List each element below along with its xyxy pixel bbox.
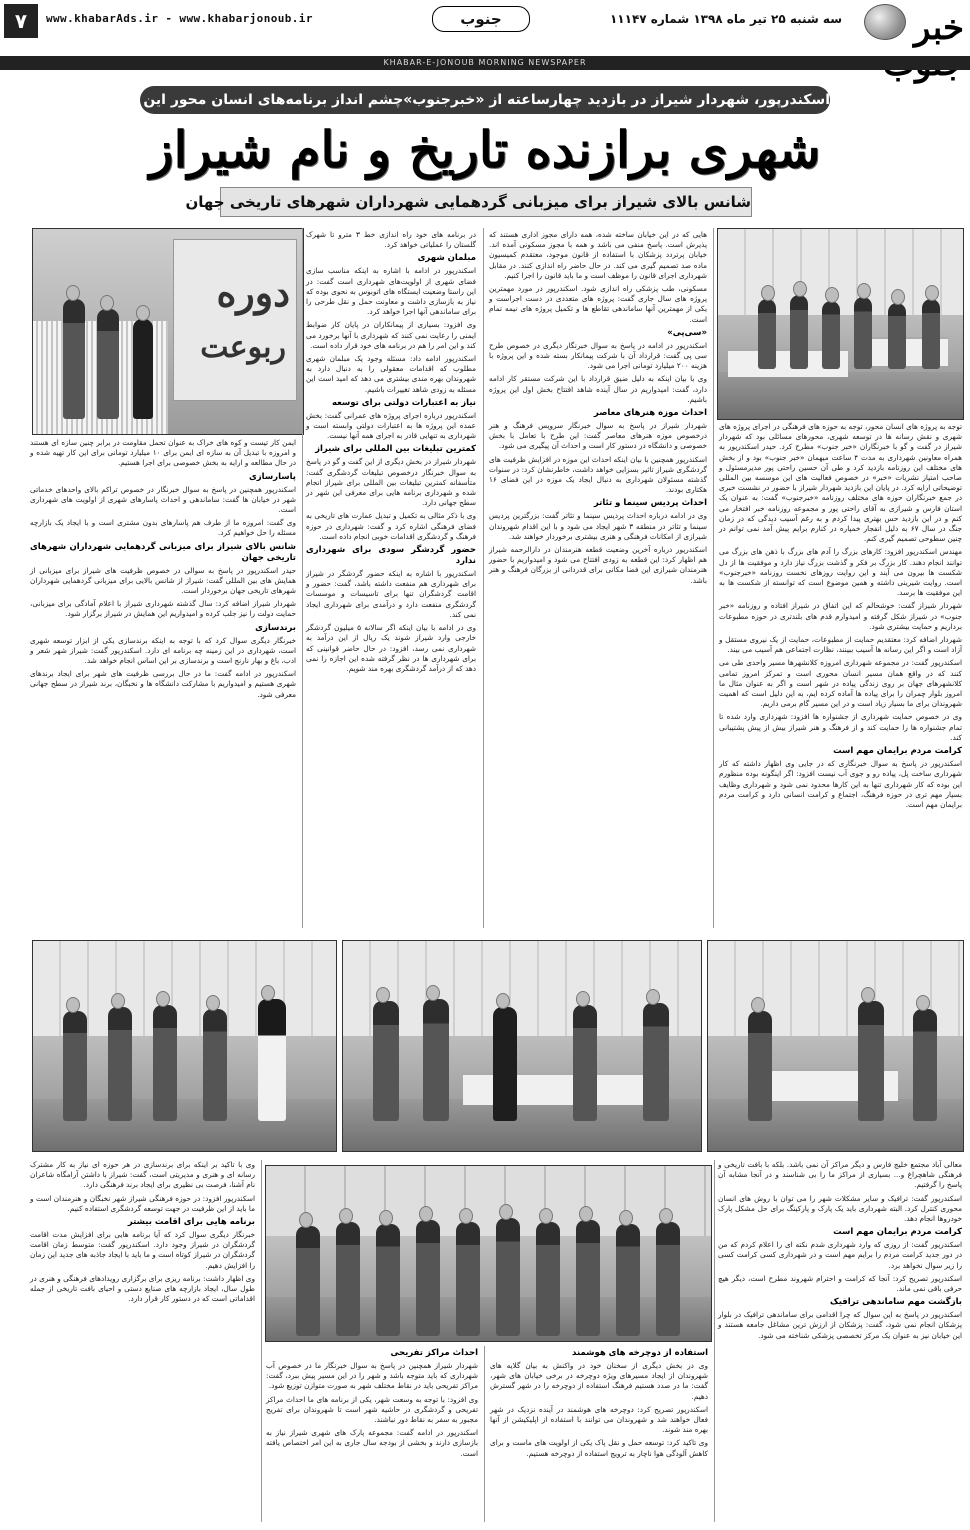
issue-date-line: سه شنبه ۲۵ تیر ماه ۱۳۹۸ شماره ۱۱۱۴۷ (609, 12, 842, 26)
photo-person (790, 295, 808, 369)
photo-wall (266, 1166, 711, 1236)
photo-person (858, 1001, 884, 1121)
photo-floor (266, 1297, 711, 1341)
photo-signage (32, 228, 304, 435)
article-column-1 (719, 422, 962, 932)
article-subheading: نیاز به اعتبارات دولتی برای توسعه (331, 397, 476, 408)
article-paragraph: وی افزود: با توجه به وسعت شهر، یکی از برنامه های ما احداث مراکز تفریحی و گردشگری در حاشیه شهر است تا شهروندان برای تفریح مجبور به سفر به نقاط دور نباشند. (266, 1394, 478, 1425)
wall-sign-lettering: ربوعت (200, 330, 286, 365)
article-paragraph: اسکندرپور تصریح کرد: آنجا که کرامت و احترام شهروند مطرح است، دیگر هیچ حرفی باقی نمی ماند. (718, 1273, 962, 1294)
photo-person (496, 1218, 520, 1336)
article-subheading: استفاده از دوچرخه های هوشمند (572, 1348, 708, 1358)
photo-person (888, 303, 906, 369)
article-subheading: احداث مراکز تفریحی (390, 1348, 478, 1358)
article-paragraph: مسکونی، طب پزشکی راه اندازی شود. اسکندرپور در مورد مهمترین پروژه های سال جاری گفت: پروژه های متعددی در دست اجراست و یکی از مهمترین آنها ساماندهی تقاطع ها و تکمیل پروژه های نیمه تمام است. (489, 284, 707, 324)
photo-person (133, 319, 153, 419)
photo-person (456, 1222, 480, 1336)
article-subheading: کرامت مردم برایمان مهم است (833, 1227, 962, 1238)
article-paragraph: اسکندرپور تصریح کرد: دوچرخه های هوشمند در آینده نزدیک در شهر فعال خواهند شد و شهروندان می توانند با استفاده از اپلیکیشن از آنها بهره مند شوند. (490, 1404, 708, 1435)
article-paragraph: معالی آباد مجتمع خلیج فارس و دیگر مراکز آن نمی باشد. بلکه با بافت تاریخی و فرهنگی شاهچراغ و... بسیاری از مراکز ما را بی شناسند و در آنجا مشابه آن پاسخ را گرفتیم. (718, 1160, 962, 1190)
masthead (0, 0, 970, 58)
article-column-2 (489, 230, 707, 930)
article-paragraph: ایمن کار تیست و کوه های خراک به عنوان تحمل مقاومت در برابر چنین سازه ای هستند و امروزه با تبدیل آن به سازه ای ایمن برای ۱۰ میلیارد تومانی برای این کار تهیه شده و در حال مطالعه و ارایه به بخش خصوصی برای اجرا هستیم. (30, 438, 296, 468)
article-paragraph: اسکندرپور گفت: از روزی که وارد شهرداری شدم نکته ای را اعلام کردم که من در دور جدید کرامت مردم را برایم مهم است و در شهرداری کسی کرامت کسی را زیر سوال نخواهد برد. (718, 1240, 962, 1270)
article-subheading: احداث پردیس سینما و تئاتر (593, 498, 707, 509)
article-paragraph: اسکندرپور همچنین در پاسخ به سوال خبرنگار در خصوص تراکم بالای واحدهای خدماتی شهر در خیابان ها گفت: ساماندهی و احداث پاسارهای شهری از اولویت های شهرداری است. (30, 484, 296, 515)
article-paragraph: وی در خصوص حمایت شهرداری از جشنواره ها افزود: شهرداری وارد شده تا تمام جشنواره ها را حمایت کند و از فرهنگ و هنر شیراز بیش از پیش پشتیبانی کند. (719, 712, 962, 742)
article-paragraph: خبرنگار دیگری سوال کرد که آیا برنامه هایی برای افزایش مدت اقامت گردشگران در شیراز وجود دارد. اسکندرپور گفت: متوسط زمان اقامت گردشگران در شیراز کوتاه است و ما باید با ایجاد جاذبه های جدید این زمان را افزایش دهیم. (30, 1230, 255, 1270)
section-name: جنوب (432, 6, 530, 32)
photo-person (423, 999, 449, 1121)
article-paragraph: اسکندرپور در ادامه در پاسخ به سوال خبرنگار دیگری در خصوص طرح سی پی گفت: قرارداد آن با شرکت پیمانکار بسته شده و این پروژه با هزینه ۲۰۰ میلیارد تومانی اجرا می شود. (489, 340, 707, 371)
logo-text: خبر (913, 8, 964, 48)
photo-person (643, 1003, 669, 1121)
article-subheading: حضور گردشگر سودی برای شهرداری ندارد (306, 545, 476, 567)
sub-headline: شانس بالای شیراز برای میزبانی گردهمایی شهرداران شهرهای تاریخی جهان (220, 187, 752, 217)
article-paragraph: وی با بیان اینکه به دلیل ضیق قرارداد با این شرکت مستقر کار ادامه دارد، گفت: امیدواریم در سال آینده شاهد افتتاح بخش اول این پروژه باشیم. (489, 374, 707, 404)
page-number: ۷ (4, 4, 38, 38)
photo-visit-3 (32, 940, 337, 1152)
article-paragraph: اسکندرپور درباره آخرین وضعیت قطعه هنرمندان در دارالرحمه شیراز هم اظهار کرد: این قطعه به زودی افتتاح می شود و امیدواریم با حضور هنرمندان شیرازی این فضا مکانی برای قدردانی از بزرگان فرهنگ و هنر باشد. (489, 545, 707, 585)
article-paragraph: وی گفت: امروزه ما از طرف هم پاسارهای بدون مشتری است و با ایجاد یک بازارچه مسئله را حل خواهیم کرد. (30, 518, 296, 538)
main-headline: شهری برازنده تاریخ و نام شیراز (149, 120, 821, 179)
column-rule (714, 1160, 715, 1522)
photo-person (573, 1005, 597, 1121)
article-subheading: کرامت مردم برایمان مهم است (833, 746, 962, 757)
article-paragraph: اسکندرپور گفت: در مجموعه شهرداری امروزه کلانشهرها مسیر واحدی طی می کنند که در واقع همان مسیر انسان محوری است و تمرکز امروز تمامی کلانشهرهای جهان بر روی زندگی پیاده در شهر است و اگر به عنوان مثال ما امروز بلوار چمران را برای پیاده ها آماده کرده ایم، به این دلیل است که اهمیت شهروندان برای ما بسیار زیاد است و در این مسیر گام برمی داریم. (719, 658, 962, 709)
photo-person (656, 1222, 680, 1336)
photo-person (854, 297, 872, 369)
article-column-6 (490, 1346, 708, 1524)
article-subheading: پاسارسازی (248, 471, 296, 482)
wall-sign (173, 239, 297, 401)
article-paragraph: وی اظهار داشت: برنامه ریزی برای برگزاری رویدادهای فرهنگی و هنری در طول سال، ایجاد بازارچه های صنایع دستی و احیای بافت تاریخی از جمله اقداماتی است که در دستور کار قرار دارد. (30, 1273, 255, 1304)
article-subheading: برندسازی (255, 622, 296, 633)
photo-person (922, 299, 940, 369)
article-paragraph: وی افزود: بسیاری از پیمانکاران در پایان کار ضوابط ایمنی را رعایت نمی کنند که شهرداری با آنها برخورد می کند و این امر را هم در برنامه های خود قرار داده است. (306, 320, 476, 350)
article-paragraph: اسکندرپور در ادامه گفت: مجموعه پارک های شهری شیراز نیاز به بازسازی دارند و بخشی از بودجه سال جاری به این امر اختصاص یافته است. (266, 1428, 478, 1458)
article-paragraph: اسکندرپور درباره اجرای پروژه های عمرانی گفت: بخش عمده این پروژه ها به اعتبارات دولتی وابسته است و شهرداری به تنهایی قادر به اجرای همه آنها نیست. (306, 410, 476, 441)
photo-person (203, 1009, 227, 1121)
photo-visit-1 (707, 940, 964, 1152)
photo-person (376, 1224, 400, 1336)
photo-office-visit (717, 228, 964, 420)
article-column-4 (30, 438, 296, 928)
photo-person (493, 1007, 517, 1121)
article-paragraph: اسکندرپور با اشاره به اینکه حضور گردشگر در شیراز برای شهرداری هم منفعت داشته باشد، گفت: حضور و اقامت گردشگران تنها برای تاسیسات و موسسات گردشگری منفعت دارد و درآمدی برای شهرداری ایجاد نمی کند. (306, 569, 476, 619)
article-paragraph: وی در ادامه درباره احداث پردیس سینما و تئاتر گفت: بزرگترین پردیس سینما و تئاتر در منطقه ۳ شهر ایجاد می شود و با این اقدام شهروندان شیرازی از امکانات فرهنگی و هنری بیشتری برخوردار خواهند شد. (489, 511, 707, 541)
photo-person (296, 1226, 320, 1336)
column-rule (483, 228, 484, 928)
article-paragraph: شهردار شیراز همچنین در پاسخ به سوال خبرنگار ما در خصوص آب شهرداری که باید متوجه باشد و شهر را در این مسیر پیش ببرد، گفت: مراکز تفریحی باید در نقاط مختلف شهر به صورت متوازن توزیع شود. (266, 1361, 478, 1391)
article-paragraph: توجه به پروژه های انسان محور، توجه به حوزه های فرهنگی در اجرای پروژه های شهری و نقش رسانه ها در توسعه شهری، محورهای مسائلی بود که شهردار شیراز در گفت و گو با خبرنگاران «خبر جنوب» مطرح کرد. حیدر اسکندرپور به همراه معاونین شهرداری به مدت ۴ ساعت میهمان «خبر جنوب» بود و از بخش های مختلف این روزنامه بازدید کرد و طی آن حسین راحتی پور مدیرمسئول و صاحب امتیاز نشریات «خبر» در خصوص فعالیت های این موسسه بین المللی توضیحاتی ارایه کرد. در پایان این بازدید شهردار شیراز با حضور در نشست خبری در جمع خبرنگاران حوزه های مختلف روزنامه «خبرجنوب» گفت: به عنوان یک استان فارس و شیرازی به آقای راحتی پور و مجموعه روزنامه خبر افتخار می کنم و در این بازدید حس بهتری پیدا کردم و به رغم آسیب دیدگی که در زمان جنگ در سال ۶۷ به دلیل انفجار خمپاره در کنارم برایم پیش آمد نمی توانم در چنین سطوحی تصمیم گیری کنم. (719, 422, 962, 544)
kicker-headline: اسکندرپور، شهردار شیراز در بازدید چهارساعته از «خبرجنوب»چشم انداز برنامه‌های انسان محور این شهر را تشریح کرد: (140, 86, 830, 114)
article-subheading: شانس بالای شیراز برای میزبانی گردهمایی شهرداران شهرهای تاریخی جهان (30, 541, 296, 563)
article-paragraph: اسکندرپور گفت: ترافیک و سایر مشکلات شهر را می توان با روش های انسان محوری کنترل کرد. البته شهرداری باید یک پارک و پارکینگ برای حل مشکل پارک خودروها انجام دهد. (718, 1193, 962, 1224)
article-column-5 (718, 1160, 962, 1524)
article-subheading: احداث موزه هنرهای معاصر (593, 408, 707, 419)
website-urls[interactable]: www.khabarAds.ir - www.khabarjonoub.ir (46, 12, 313, 25)
photo-visit-2 (342, 940, 702, 1152)
photo-person (63, 299, 85, 419)
article-paragraph: شهردار شیراز در بخش دیگری از این گفت و گو در پاسخ به سوال خبرنگار درخصوص تبلیغات گردشگری گفت: متأسفانه کمترین تبلیغات بین المللی برای شیراز انجام شده و شهرداری برنامه هایی برای معرفی این شهر در سطح جهانی دارد. (306, 457, 476, 508)
photo-person (416, 1220, 440, 1336)
photo-person (758, 299, 776, 369)
column-rule (261, 1160, 262, 1522)
article-paragraph: اسکندرپور ادامه داد: مسئله وجود یک مبلمان شهری مطلوب که اقدامات معقولی را به دنبال دارد به شهروندان بهره مندی بیشتری می دهد که امید است این مسئله به زودی شاهد تغییرات باشیم. (306, 354, 476, 394)
photo-person (576, 1220, 600, 1336)
article-paragraph: وی در ادامه با بیان اینکه اگر سالانه ۵ میلیون گردشگر خارجی وارد شیراز شوند یک ریال از این درآمد به شهرداری نمی رسد، افزود: در حال حاضر قوانینی که برای شهرداری ها در نظر گرفته شده این اجازه را نمی دهد که از درآمد گردشگری بهره مند شویم. (306, 623, 476, 673)
article-paragraph: شهردار اضافه کرد: معتقدیم حمایت از مطبوعات، حمایت از یک نیروی مستقل و آزاد است و اگر این رسانه ها آسیب ببینند، نظارت اجتماعی هم آسیب می بیند. (719, 635, 962, 655)
column-rule (302, 228, 303, 928)
article-subheading: بازگشت مهم ساماندهی ترافیک (829, 1297, 962, 1308)
newspaper-logo (854, 4, 964, 52)
article-paragraph: اسکندرپور در پاسخ به این سوال که چرا اقدامی برای ساماندهی ترافیک در بلوار پزشکان انجام نمی شود، گفت: پزشکان از ارزش ترین مشاغل جامعه هستند و این خیابان نیز به عنوان یک مرکز تخصصی پزشکی شناخته می شود. (718, 1310, 962, 1340)
masthead-rule: KHABAR-E-JONOUB MORNING NEWSPAPER (0, 56, 970, 70)
article-paragraph: حیدر اسکندرپور در پاسخ به سوالی در خصوص ظرفیت های شیراز برای میزبانی از همایش های بین المللی گفت: شیراز از شانس بالایی برای میزبانی گردهمایی شهرداران شهرهای تاریخی جهان برخوردار است. (30, 565, 296, 596)
photo-person (258, 999, 286, 1121)
article-column-7 (266, 1346, 478, 1524)
photo-person (536, 1222, 560, 1336)
article-paragraph: خبرنگار دیگری سوال کرد که با توجه به اینکه برندسازی یکی از ابزار توسعه شهری است، شهرداری در این زمینه چه برنامه ای دارد. اسکندرپور گفت: شیراز شهر شعر و ادب، باغ و بهار نارنج است و برندسازی بر این اساس انجام خواهد شد. (30, 635, 296, 666)
photo-person (336, 1222, 360, 1336)
article-paragraph: مهندس اسکندرپور افزود: کارهای بزرگ را آدم های بزرگ با ذهن های بزرگ می توانند انجام دهند. کار بزرگ بر فکر و گذشت بزرگ نیاز دارد و موفقیت ها از دل شکست ها بیرون می آیند و این روایت روزهای نخست روزنامه «خبرجنوب» است. روایت شیرینی داشته و همین موضوع است که توانسته از شکست ها به این موفقیت ها برسد. (719, 547, 962, 598)
article-paragraph: وی در بخش دیگری از سخنان خود در واکنش به بیان گلایه های شهروندان از ایجاد مسیرهای ویژه دوچرخه در برخی خیابان های شهر، گفت: ما در صدد هستیم فرهنگ استفاده از دوچرخه را در شهر گسترش دهیم. (490, 1361, 708, 1401)
article-paragraph: اسکندرپور در ادامه با اشاره به اینکه مناسب سازی فضای شهری از اولویت‌های شهرداری است گفت: در این راستا وضعیت ایستگاه های اتوبوس به نحوی بوده که نیاز به بازسازی داشت و معاونت حمل و نقل طرحی را برای ساماندهی آنها اجرا خواهد کرد. (306, 266, 476, 317)
photo-floor (718, 372, 963, 420)
photo-person (108, 1007, 132, 1121)
article-column-3 (306, 230, 476, 930)
column-rule (713, 228, 714, 928)
article-paragraph: اسکندرپور همچنین با بیان اینکه احداث این موزه در افزایش ظرفیت های گردشگری شیراز تاثیر بسزایی خواهد داشت، خاطرنشان کرد: در سنوات گذشته مسئولان شهرداری به دنبال ایجاد یک موزه در این فضای ۱۶ هکتاری بودند. (489, 454, 707, 495)
article-paragraph: در برنامه های خود راه اندازی خط ۳ مترو تا شهرک گلستان را عملیاتی خواهد کرد. (306, 230, 476, 250)
photo-person (822, 301, 840, 369)
article-subheading: برنامه هایی برای اقامت بیشتر (127, 1217, 255, 1228)
article-paragraph: وی تاکید کرد: توسعه حمل و نقل پاک یکی از اولویت های ماست و برای کاهش آلودگی هوا ناچار به ترویج استفاده از دوچرخه هستیم. (490, 1438, 708, 1458)
article-subheading: مبلمان شهری (417, 253, 476, 264)
article-paragraph: هایی که در این خیابان ساخته شده، همه دارای مجوز اداری هستند که پذیرش است. پاسخ منفی می باشد و همه با مجوز مسکونی آمده اند. خیابان پرتردد پزشکان با استفاده از قانون موجود، معتقدم کمیسیون ماده صد تصمیم گیری می کند. در حال حاضر راه اندازی کنند. در مقابل شهرداری اجرای قانون را موظف است و ما باید قانون را اجرا کنیم. (489, 230, 707, 280)
article-paragraph: شهردار شیراز گفت: خوشحالم که این اتفاق در شیراز افتاده و روزنامه «خبر جنوب» در شیراز شکل گرفته و امیدوارم قدم های بلندتری در حوزه مطبوعات برداریم و حمایت بیشتری شود. (719, 601, 962, 631)
wall-sign-lettering: دوره (216, 270, 290, 315)
column-rule (484, 1346, 485, 1522)
article-paragraph: اسکندرپور در پاسخ به سوال خبرنگاری که در جایی وی اظهار داشته که کار شهرداری ساخت پل، پیاده رو و جوی آب نیست افزود: اگر اینگونه بوده منظورم این بوده که کار شهرداری تنها به این کارها محدود نمی شود و شهرداری وظایف بسیار مهم تری در حوزه فرهنگ، اجتماع و کرامت انسانی دارد و کرامت مردم برایمان مهم است. (719, 759, 962, 809)
article-paragraph: وی با تاکید بر اینکه برای برندسازی در هر حوزه ای نیاز به کار مشترک رسانه ای و هنری و مدیریتی است، گفت: شیراز با داشتن آرامگاه شاعران نام آشنا، فرصت بی نظیری برای ایجاد برند فرهنگی دارد. (30, 1160, 255, 1190)
photo-person (748, 1011, 772, 1121)
article-column-8 (30, 1160, 255, 1524)
photo-person (153, 1005, 177, 1121)
photo-person (373, 1001, 399, 1121)
photo-person (913, 1009, 937, 1121)
article-paragraph: اسکندرپور در ادامه گفت: ما در حال بررسی ظرفیت های شهر برای ایجاد برندهای شهری هستیم و امیدواریم با مشارکت دانشگاه ها و نخبگان، برند شیراز در سطح جهانی معرفی شود. (30, 669, 296, 699)
photo-person (63, 1011, 87, 1121)
article-subheading: کمترین تبلیغات بین المللی برای شیراز (315, 444, 476, 455)
article-paragraph: شهردار شیراز در پاسخ به سوال خبرنگار سرویس فرهنگ و هنر درخصوص موزه هنرهای معاصر گفت: این طرح با تعامل با بخش خصوصی و دانشگاه در دستور کار است و احداث آن پیگیری می شود. (489, 421, 707, 451)
article-paragraph: وی با ذکر مثالی به تکمیل و تبدیل عمارت های تاریخی به فضای فرهنگی اشاره کرد و گفت: شهرداری در حوزه فرهنگ و گردشگری اقدامات خوبی انجام داده است. (306, 511, 476, 541)
article-subheading: «سی‌پی» (667, 327, 707, 338)
photo-person (97, 309, 119, 419)
photo-group (265, 1165, 712, 1342)
photo-person (616, 1224, 640, 1336)
article-paragraph: اسکندرپور افزود: در حوزه فرهنگی شیراز شهر نخبگان و هنرمندان است و ما باید از این ظرفیت در جهت توسعه گردشگری استفاده کنیم. (30, 1193, 255, 1213)
article-paragraph: شهردار شیراز اضافه کرد: سال گذشته شهرداری شیراز با اعلام آمادگی برای میزبانی، حمایت دولت را نیز جلب کرده و امیدواریم این همایش در شیراز برگزار شود. (30, 599, 296, 619)
